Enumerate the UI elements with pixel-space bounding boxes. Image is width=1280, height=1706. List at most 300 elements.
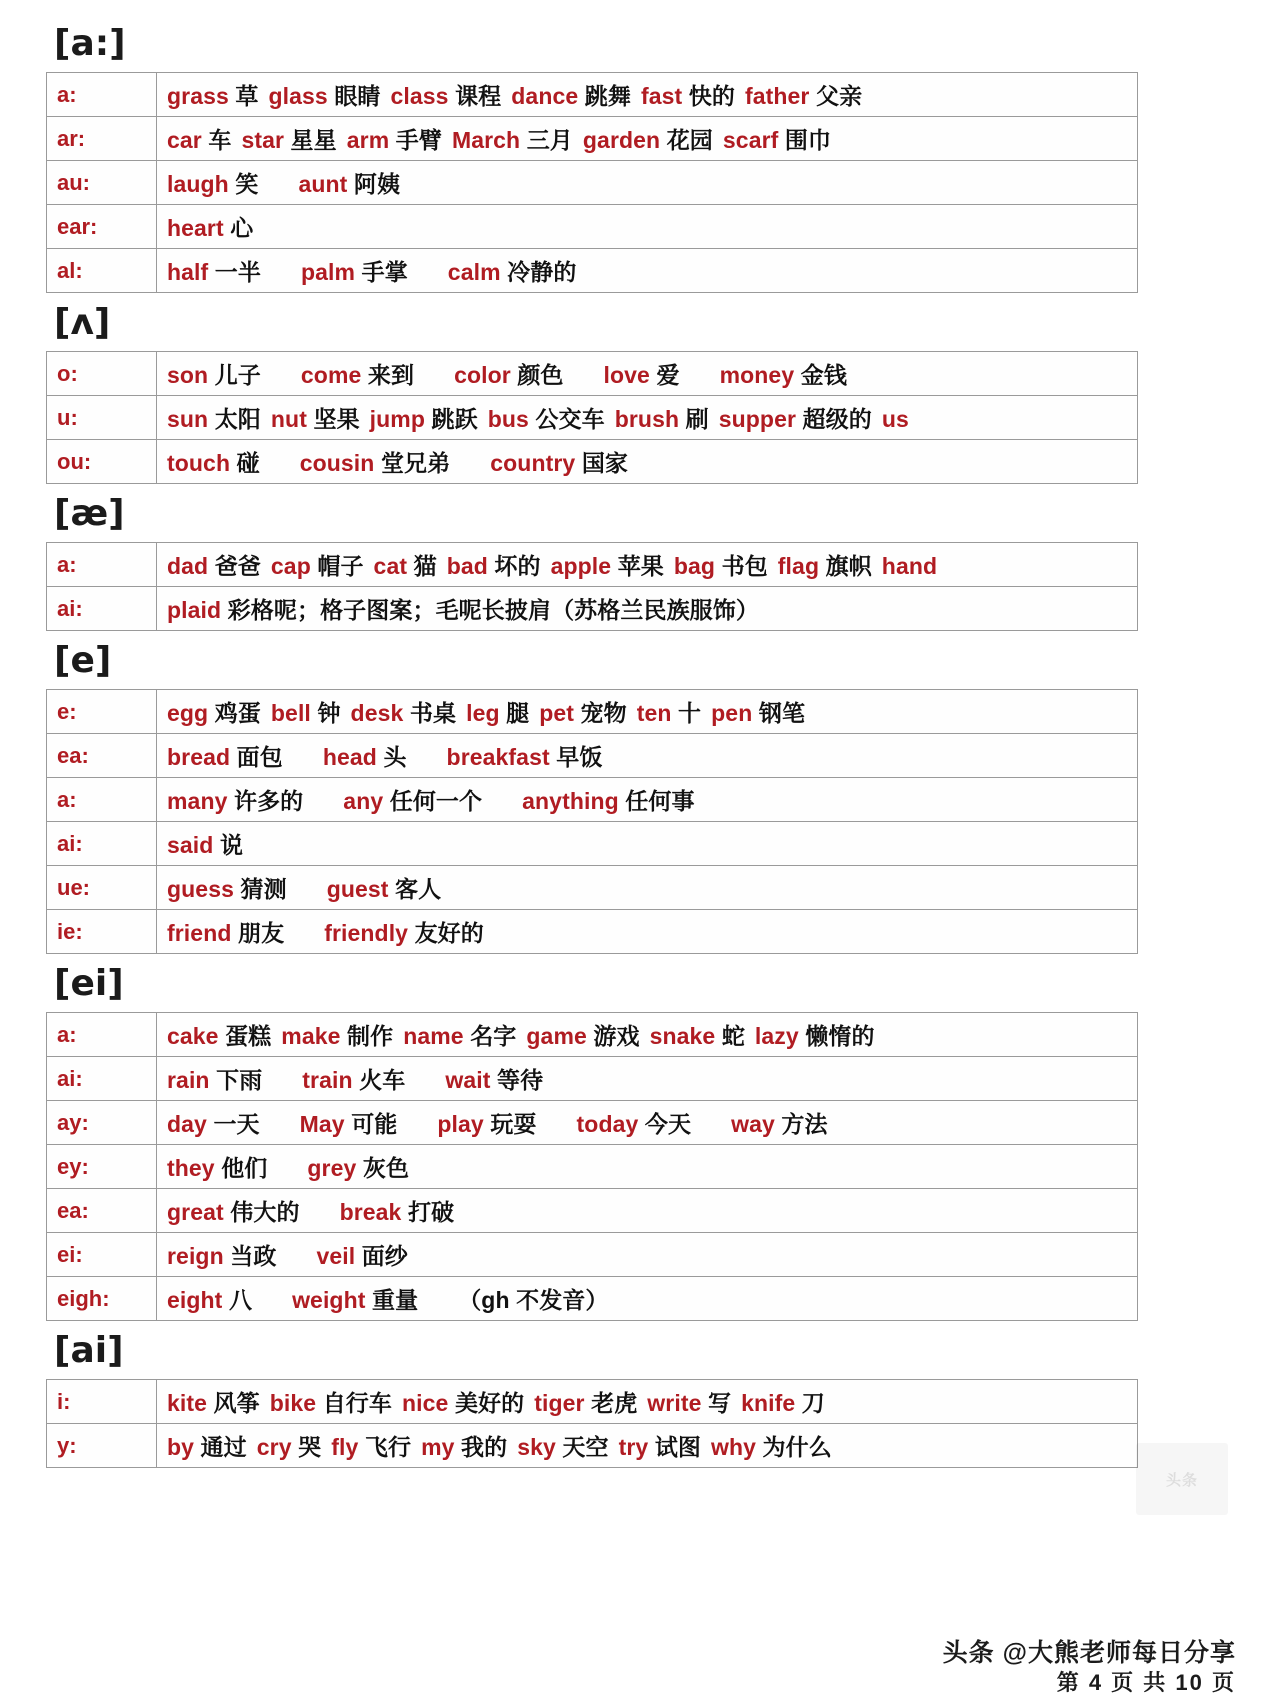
word-entry xyxy=(351,700,457,726)
english-word: head xyxy=(322,744,377,770)
word-list-cell xyxy=(157,161,1138,205)
chinese-gloss: 眼睛 xyxy=(334,83,381,109)
english-word: leg xyxy=(466,700,500,726)
page-footer xyxy=(943,1638,1236,1698)
word-entry xyxy=(271,700,341,726)
chinese-gloss: 帽子 xyxy=(317,553,364,579)
word-list-cell xyxy=(157,778,1138,822)
chinese-gloss: 试图 xyxy=(654,1434,702,1460)
chinese-gloss: 为什么 xyxy=(762,1434,832,1460)
english-word: grass xyxy=(167,83,229,109)
word-entry xyxy=(421,1434,507,1460)
chinese-gloss: 坏的 xyxy=(494,553,541,579)
chinese-gloss: 友好的 xyxy=(414,920,484,946)
spelling-key-cell: au: xyxy=(47,161,157,205)
spelling-key-cell: ei: xyxy=(47,1233,157,1277)
chinese-gloss: 任何事 xyxy=(625,788,695,814)
english-word: love xyxy=(603,362,650,388)
chinese-gloss: 笑 xyxy=(235,171,259,197)
english-word: day xyxy=(167,1111,207,1137)
word-entry xyxy=(167,362,261,388)
word-entry xyxy=(448,259,577,285)
word-entry xyxy=(526,1023,639,1049)
sections-container xyxy=(44,23,1236,1468)
chinese-gloss: 星星 xyxy=(290,127,337,153)
word-entry xyxy=(316,1243,407,1269)
chinese-gloss: 早饭 xyxy=(556,744,603,770)
chinese-gloss: 他们 xyxy=(221,1155,268,1181)
chinese-gloss: 八 xyxy=(228,1287,253,1313)
word-entry xyxy=(711,1434,832,1460)
chinese-gloss: 十 xyxy=(678,700,702,726)
chinese-gloss: 下雨 xyxy=(216,1067,263,1093)
english-word: car xyxy=(167,127,202,153)
word-entry xyxy=(745,83,862,109)
table-row xyxy=(47,734,1138,778)
chinese-gloss: 车 xyxy=(208,127,232,153)
word-entry xyxy=(437,1111,536,1137)
word-list-cell xyxy=(157,734,1138,778)
chinese-gloss: 跳跃 xyxy=(431,406,478,432)
spelling-key-cell: i: xyxy=(47,1380,157,1424)
word-table xyxy=(46,542,1138,631)
english-word: cat xyxy=(373,553,408,579)
english-word: March xyxy=(451,127,521,153)
table-row xyxy=(47,822,1138,866)
english-word: fast xyxy=(640,83,683,109)
table-row xyxy=(47,1424,1138,1468)
english-word: hand xyxy=(881,553,938,579)
word-entry xyxy=(167,406,261,432)
english-word: my xyxy=(421,1434,455,1460)
word-entry xyxy=(301,259,408,285)
english-word: money xyxy=(719,362,795,388)
chinese-gloss: 钢笔 xyxy=(758,700,806,726)
spelling-key-cell: al: xyxy=(47,249,157,293)
chinese-gloss: 自行车 xyxy=(322,1390,392,1416)
table-row xyxy=(47,1101,1138,1145)
chinese-gloss: 灰色 xyxy=(362,1155,410,1181)
word-entry xyxy=(711,700,805,726)
chinese-gloss: 懒惰的 xyxy=(805,1023,875,1049)
word-entry xyxy=(167,744,283,770)
english-word: garden xyxy=(582,127,661,153)
english-word: bus xyxy=(487,406,529,432)
word-entry xyxy=(370,406,478,432)
word-entry xyxy=(167,1390,260,1416)
word-entry xyxy=(167,215,253,241)
word-entry xyxy=(641,83,735,109)
word-entry xyxy=(167,1199,300,1225)
chinese-gloss: 太阳 xyxy=(214,406,261,432)
english-word: kite xyxy=(167,1390,208,1416)
word-entry xyxy=(292,1287,418,1313)
word-entry xyxy=(167,597,759,623)
word-entry xyxy=(445,1067,543,1093)
word-entry xyxy=(650,1023,745,1049)
word-table xyxy=(46,72,1138,293)
chinese-gloss: 腿 xyxy=(506,700,530,726)
chinese-gloss: 客人 xyxy=(395,876,442,902)
word-list-cell xyxy=(157,249,1138,293)
chinese-gloss: 名字 xyxy=(470,1023,517,1049)
word-entry xyxy=(374,553,437,579)
word-entry xyxy=(723,127,831,153)
word-list-cell xyxy=(157,543,1138,587)
spelling-key-cell: o: xyxy=(47,352,157,396)
spelling-key-cell: e: xyxy=(47,690,157,734)
chinese-gloss: 飞行 xyxy=(364,1434,412,1460)
table-row xyxy=(47,117,1138,161)
chinese-gloss: 心 xyxy=(230,215,254,241)
spelling-key-cell: ai: xyxy=(47,587,157,631)
word-entry xyxy=(167,1111,260,1137)
chinese-gloss: 任何一个 xyxy=(389,788,483,814)
chinese-gloss: 天空 xyxy=(562,1434,609,1460)
word-entry xyxy=(637,700,701,726)
english-word: tiger xyxy=(534,1390,585,1416)
table-row xyxy=(47,587,1138,631)
word-list-cell xyxy=(157,73,1138,117)
word-entry xyxy=(583,127,713,153)
english-word: guess xyxy=(167,876,234,902)
word-entry xyxy=(403,1023,516,1049)
word-entry xyxy=(268,83,380,109)
english-word: today xyxy=(576,1111,639,1137)
word-entry xyxy=(301,362,414,388)
english-word: reign xyxy=(167,1243,224,1269)
table-row xyxy=(47,1013,1138,1057)
page-number: 第 4 页 共 10 页 xyxy=(1056,1670,1236,1696)
chinese-gloss: 父亲 xyxy=(816,83,863,109)
byline: 头条 @大熊老师每日分享 xyxy=(942,1639,1236,1668)
english-word: glass xyxy=(268,83,328,109)
chinese-gloss: 一半 xyxy=(214,259,261,285)
chinese-gloss: 花园 xyxy=(666,127,713,153)
english-word: knife xyxy=(741,1390,796,1416)
chinese-gloss: 爱 xyxy=(656,362,680,388)
chinese-gloss: 颜色 xyxy=(517,362,564,388)
spelling-key-cell: a: xyxy=(47,778,157,822)
chinese-gloss: 儿子 xyxy=(214,362,261,388)
word-entry xyxy=(720,362,847,388)
english-word: brush xyxy=(614,406,680,432)
word-entry xyxy=(534,1390,637,1416)
phoneme-heading: [ei] xyxy=(54,963,124,1004)
english-word: way xyxy=(731,1111,775,1137)
word-entry xyxy=(300,450,451,476)
chinese-gloss: 围巾 xyxy=(784,127,832,153)
english-word: play xyxy=(437,1111,484,1137)
chinese-gloss: 三月 xyxy=(526,127,573,153)
chinese-gloss: 鸡蛋 xyxy=(214,700,261,726)
word-entry xyxy=(391,83,502,109)
word-entry xyxy=(604,362,680,388)
phoneme-heading: [æ] xyxy=(54,493,125,534)
chinese-gloss: 公交车 xyxy=(535,406,605,432)
spelling-key-cell: ea: xyxy=(47,734,157,778)
table-row xyxy=(47,1380,1138,1424)
english-word: friend xyxy=(167,920,232,946)
chinese-gloss: 宠物 xyxy=(580,700,627,726)
chinese-gloss: 一天 xyxy=(213,1111,260,1137)
english-word: any xyxy=(343,788,384,814)
word-table xyxy=(46,1379,1138,1468)
word-entry xyxy=(300,1111,398,1137)
english-word: arm xyxy=(346,127,390,153)
chinese-gloss: 可能 xyxy=(351,1111,398,1137)
word-list-cell xyxy=(157,396,1138,440)
chinese-gloss: 通过 xyxy=(200,1434,247,1460)
english-word: by xyxy=(167,1434,195,1460)
word-entry xyxy=(167,700,261,726)
table-row xyxy=(47,1233,1138,1277)
chinese-gloss: 美好的 xyxy=(454,1390,525,1416)
english-word: touch xyxy=(167,450,231,476)
english-word: us xyxy=(881,406,909,432)
chinese-gloss: 钟 xyxy=(317,700,341,726)
word-list-cell xyxy=(157,690,1138,734)
chinese-gloss: 苹果 xyxy=(617,553,664,579)
word-table xyxy=(46,689,1138,954)
english-word: sky xyxy=(517,1434,556,1460)
english-word: bad xyxy=(446,553,488,579)
word-entry xyxy=(167,1287,252,1313)
word-entry xyxy=(447,744,603,770)
word-entry xyxy=(167,1434,247,1460)
english-word: bread xyxy=(167,744,231,770)
chinese-gloss: 金钱 xyxy=(800,362,847,388)
chinese-gloss: 伟大的 xyxy=(230,1199,300,1225)
english-word: egg xyxy=(167,700,209,726)
word-list-cell xyxy=(157,1145,1138,1189)
spelling-key-cell: ar: xyxy=(47,117,157,161)
word-table xyxy=(46,1012,1138,1321)
word-entry xyxy=(307,1155,409,1181)
spelling-key-cell: ou: xyxy=(47,440,157,484)
chinese-gloss: 我的 xyxy=(461,1434,508,1460)
spelling-key-cell: eigh: xyxy=(47,1277,157,1321)
english-word: May xyxy=(299,1111,345,1137)
phoneme-heading: [e] xyxy=(54,640,112,681)
chinese-gloss: 打破 xyxy=(407,1199,455,1225)
word-entry xyxy=(755,1023,875,1049)
word-entry xyxy=(452,127,573,153)
table-row xyxy=(47,1057,1138,1101)
word-entry xyxy=(488,406,605,432)
word-entry xyxy=(343,788,482,814)
chinese-gloss: 朋友 xyxy=(238,920,285,946)
english-word: cap xyxy=(270,553,311,579)
chinese-gloss: 蛇 xyxy=(721,1023,745,1049)
watermark: 头条 xyxy=(1136,1443,1228,1515)
word-list-cell xyxy=(157,910,1138,954)
english-word: ten xyxy=(636,700,672,726)
spelling-key-cell: ai: xyxy=(47,1057,157,1101)
english-word: friendly xyxy=(324,920,409,946)
chinese-gloss: 风筝 xyxy=(213,1390,260,1416)
chinese-gloss: 旗帜 xyxy=(825,553,872,579)
word-entry xyxy=(281,1023,393,1049)
word-list-cell xyxy=(157,205,1138,249)
english-word: cousin xyxy=(299,450,375,476)
english-word: break xyxy=(339,1199,402,1225)
chinese-gloss: 刀 xyxy=(801,1390,825,1416)
word-entry xyxy=(466,700,529,726)
word-entry xyxy=(167,876,287,902)
table-row xyxy=(47,249,1138,293)
chinese-gloss: 超级的 xyxy=(802,406,872,432)
english-word: nice xyxy=(402,1390,449,1416)
spelling-key-cell: ai: xyxy=(47,822,157,866)
table-row xyxy=(47,910,1138,954)
word-list-cell xyxy=(157,352,1138,396)
english-word: calm xyxy=(447,259,501,285)
chinese-gloss: 头 xyxy=(383,744,407,770)
english-word: supper xyxy=(718,406,797,432)
word-entry xyxy=(731,1111,827,1137)
english-word: son xyxy=(167,362,209,388)
word-entry xyxy=(167,171,258,197)
chinese-gloss: 说 xyxy=(219,832,244,858)
english-word: color xyxy=(454,362,511,388)
word-entry xyxy=(324,920,484,946)
spelling-key-cell: ear: xyxy=(47,205,157,249)
chinese-gloss: 许多的 xyxy=(233,788,304,814)
chinese-gloss: 碰 xyxy=(236,450,260,476)
word-list-cell xyxy=(157,1013,1138,1057)
word-list-cell xyxy=(157,1189,1138,1233)
word-list-cell xyxy=(157,822,1138,866)
english-word: lazy xyxy=(754,1023,799,1049)
chinese-gloss: 手掌 xyxy=(361,259,408,285)
chinese-gloss: 阿姨 xyxy=(353,171,401,197)
word-list-cell xyxy=(157,1277,1138,1321)
word-entry xyxy=(539,700,627,726)
spelling-key-cell: ue: xyxy=(47,866,157,910)
english-word: sun xyxy=(167,406,209,432)
chinese-gloss: 方法 xyxy=(781,1111,828,1137)
table-row xyxy=(47,396,1138,440)
word-entry xyxy=(615,406,709,432)
english-word: they xyxy=(167,1155,215,1181)
word-entry xyxy=(167,553,261,579)
english-word: pet xyxy=(539,700,575,726)
english-word: nut xyxy=(270,406,307,432)
word-entry xyxy=(674,553,768,579)
word-entry xyxy=(167,1243,276,1269)
chinese-gloss: 写 xyxy=(707,1390,732,1416)
chinese-gloss: 来到 xyxy=(367,362,415,388)
word-entry xyxy=(647,1390,731,1416)
table-row xyxy=(47,778,1138,822)
chinese-gloss: 彩格呢；格子图案；毛呢长披肩（苏格兰民族服饰） xyxy=(227,597,759,623)
chinese-gloss: 蛋糕 xyxy=(225,1023,272,1049)
chinese-gloss: 书桌 xyxy=(409,700,457,726)
english-word: heart xyxy=(167,215,224,241)
english-word: dance xyxy=(511,83,579,109)
word-list-cell xyxy=(157,1424,1138,1468)
english-word: veil xyxy=(316,1243,356,1269)
chinese-gloss: 等待 xyxy=(496,1067,544,1093)
english-word: bell xyxy=(270,700,311,726)
english-word: pen xyxy=(711,700,753,726)
english-word: snake xyxy=(649,1023,716,1049)
english-word: anything xyxy=(522,788,619,814)
table-row xyxy=(47,690,1138,734)
english-word: great xyxy=(167,1199,224,1225)
phoneme-heading: [a:] xyxy=(54,23,126,64)
english-word: said xyxy=(167,832,214,858)
table-row xyxy=(47,161,1138,205)
word-entry xyxy=(778,553,872,579)
word-entry xyxy=(490,450,628,476)
english-word: weight xyxy=(292,1287,366,1313)
english-word: aunt xyxy=(298,171,348,197)
word-entry xyxy=(167,259,261,285)
english-word: father xyxy=(744,83,810,109)
word-entry xyxy=(302,1067,405,1093)
chinese-gloss: 冷静的 xyxy=(507,259,577,285)
english-word: write xyxy=(647,1390,702,1416)
word-list-cell xyxy=(157,1057,1138,1101)
english-word: star xyxy=(241,127,285,153)
english-word: country xyxy=(490,450,576,476)
english-word: breakfast xyxy=(446,744,550,770)
word-entry xyxy=(271,553,364,579)
word-entry xyxy=(167,127,231,153)
english-word: cry xyxy=(256,1434,292,1460)
word-entry xyxy=(347,127,442,153)
english-word: scarf xyxy=(722,127,779,153)
word-list-cell xyxy=(157,866,1138,910)
word-entry xyxy=(619,1434,701,1460)
word-entry xyxy=(402,1390,524,1416)
english-word: plaid xyxy=(167,597,222,623)
chinese-gloss: 课程 xyxy=(455,83,502,109)
spelling-key-cell: a: xyxy=(47,1013,157,1057)
english-word: why xyxy=(711,1434,757,1460)
word-entry xyxy=(241,127,336,153)
chinese-gloss: 爸爸 xyxy=(214,553,261,579)
table-row xyxy=(47,1145,1138,1189)
chinese-gloss: 猫 xyxy=(413,553,437,579)
word-entry xyxy=(270,1390,392,1416)
table-row xyxy=(47,440,1138,484)
chinese-gloss: 火车 xyxy=(359,1067,406,1093)
spelling-key-cell: a: xyxy=(47,543,157,587)
word-entry xyxy=(167,920,284,946)
word-entry xyxy=(271,406,360,432)
word-entry xyxy=(167,1155,267,1181)
word-entry xyxy=(167,1067,262,1093)
chinese-gloss: 重量 xyxy=(372,1287,419,1313)
word-entry xyxy=(741,1390,825,1416)
table-row xyxy=(47,543,1138,587)
english-word: game xyxy=(526,1023,587,1049)
english-word: class xyxy=(390,83,449,109)
english-word: fly xyxy=(331,1434,359,1460)
word-entry xyxy=(340,1199,455,1225)
word-entry xyxy=(257,1434,321,1460)
word-entry xyxy=(882,406,909,432)
spelling-key-cell: ea: xyxy=(47,1189,157,1233)
english-word: cake xyxy=(167,1023,219,1049)
chinese-gloss: （gh 不发音） xyxy=(458,1287,609,1313)
word-entry xyxy=(517,1434,608,1460)
chinese-gloss: 制作 xyxy=(347,1023,394,1049)
spelling-key-cell: ay: xyxy=(47,1101,157,1145)
